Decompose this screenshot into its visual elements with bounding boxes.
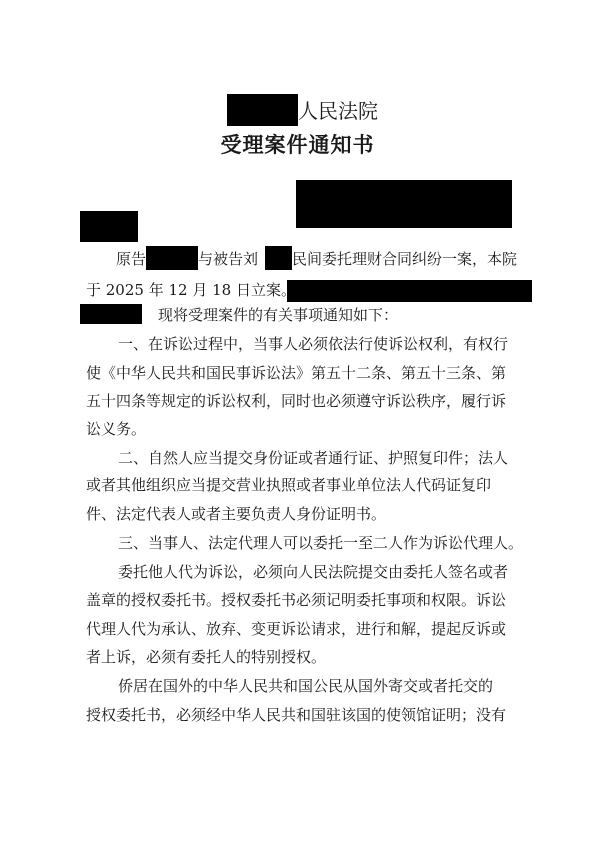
body-line: 三、当事人、法定代理人可以委托一至二人作为诉讼代理人。	[118, 534, 524, 552]
redaction-case-number	[296, 180, 512, 228]
redaction-court-prefix	[227, 94, 298, 126]
intro-case-description: 民间委托理财合同纠纷一案，本院	[292, 250, 518, 268]
redaction-line3	[80, 304, 142, 324]
document-title: 受理案件通知书	[220, 132, 375, 157]
body-line: 件、法定代表人或者主要负责人身份证明书。	[86, 505, 387, 523]
body-line: 代理人代为承认、放弃、变更诉讼请求，进行和解，提起反诉或	[86, 620, 507, 638]
intro-notice-lead: 现将受理案件的有关事项通知如下：	[158, 306, 399, 324]
body-line: 侨居在国外的中华人民共和国公民从国外寄交或者托交的	[118, 677, 494, 695]
body-line: 授权委托书，必须经中华人民共和国驻该国的使领馆证明；没有	[86, 706, 507, 724]
body-line: 盖章的授权委托书。授权委托书必须记明委托事项和权限。诉讼	[86, 591, 507, 609]
court-name: 人民法院	[298, 99, 378, 123]
intro-filing-date: 于 2025 年 12 月 18 日立案。	[86, 281, 296, 299]
redaction-defendant-name	[265, 246, 292, 270]
redaction-recipient	[80, 211, 138, 242]
body-line: 使《中华人民共和国民事诉讼法》第五十二条、第五十三条、第	[86, 364, 507, 382]
body-line: 五十四条等规定的诉讼权利，同时也必须遵守诉讼秩序，履行诉	[86, 392, 507, 410]
redaction-plaintiff-name	[146, 246, 198, 270]
body-line: 讼义务。	[86, 420, 147, 438]
intro-plaintiff-label: 原告	[116, 250, 147, 268]
body-line: 者上诉，必须有委托人的特别授权。	[86, 648, 327, 666]
intro-defendant-label: 与被告刘	[198, 250, 259, 268]
redaction-line2	[287, 280, 532, 302]
body-line: 二、自然人应当提交身份证或者通行证、护照复印件；法人	[118, 449, 509, 467]
body-line: 委托他人代为诉讼，必须向人民法院提交由委托人签名或者	[118, 563, 509, 581]
body-line: 或者其他组织应当提交营业执照或者事业单位法人代码证复印	[86, 476, 492, 494]
body-line: 一、在诉讼过程中，当事人必须依法行使诉讼权利，有权行	[118, 335, 509, 353]
